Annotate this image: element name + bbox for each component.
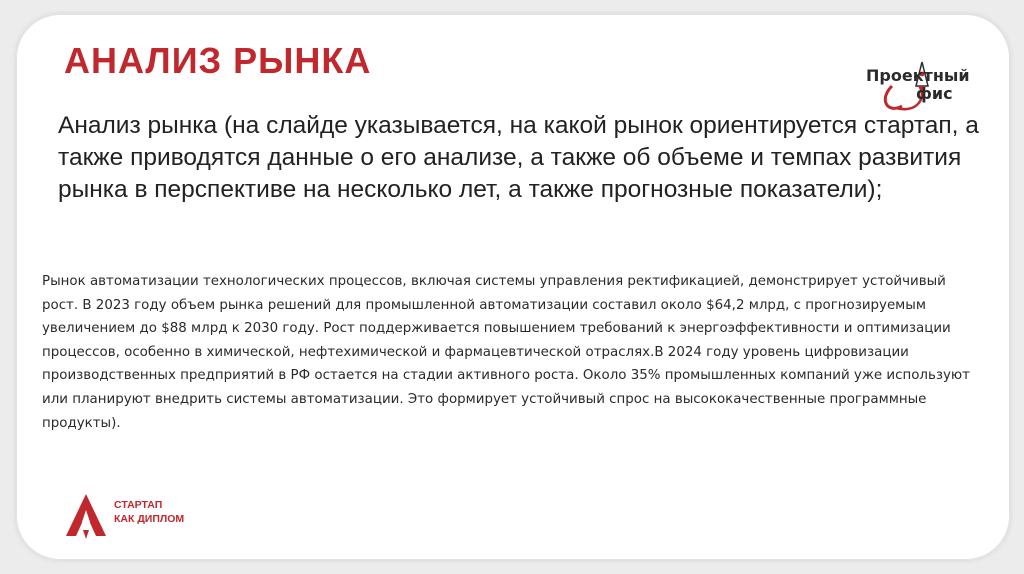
- project-office-logo: [858, 56, 994, 114]
- logo-text-line2: фис: [916, 84, 953, 103]
- footer-line1: СТАРТАП: [114, 499, 163, 511]
- footer-line2: КАК ДИПЛОМ: [114, 513, 185, 525]
- slide: [16, 14, 1010, 560]
- startup-diploma-logo: [64, 492, 224, 540]
- logo-text-line1: Проектный: [866, 66, 970, 85]
- body-paragraph: Рынок автоматизации технологических процессов, включая системы управления ректификацией, демонстрирует устойчивый рост. В 2023 году объем рынка решений для промышленной автоматизации составил около $64,2 млрд, с прогнозируемым увеличением до $88 млрд к 2030 году. Рост поддерживается повышением требований к энергоэффективности и оптимизации процессов, особенно в химической, нефтехимической и фармацевтической отраслях.В 2024 году уровень цифровизации производственных предприятий в РФ остается на стадии активного роста. Около 35% промышленных компаний уже используют или планируют внедрить системы автоматизации. Это формирует устойчивый спрос на высококачественные программные продукты).: [42, 274, 970, 431]
- rocket-triangle-icon: [64, 492, 108, 540]
- lead-paragraph: Анализ рынка (на слайде указывается, на какой рынок ориентируется стартап, а также приводятся данные о его анализе, а также об объеме и темпах развития рынка в перспективе на несколько лет, а также прогнозные показатели);: [58, 112, 979, 203]
- slide-title: АНАЛИЗ РЫНКА: [64, 40, 372, 81]
